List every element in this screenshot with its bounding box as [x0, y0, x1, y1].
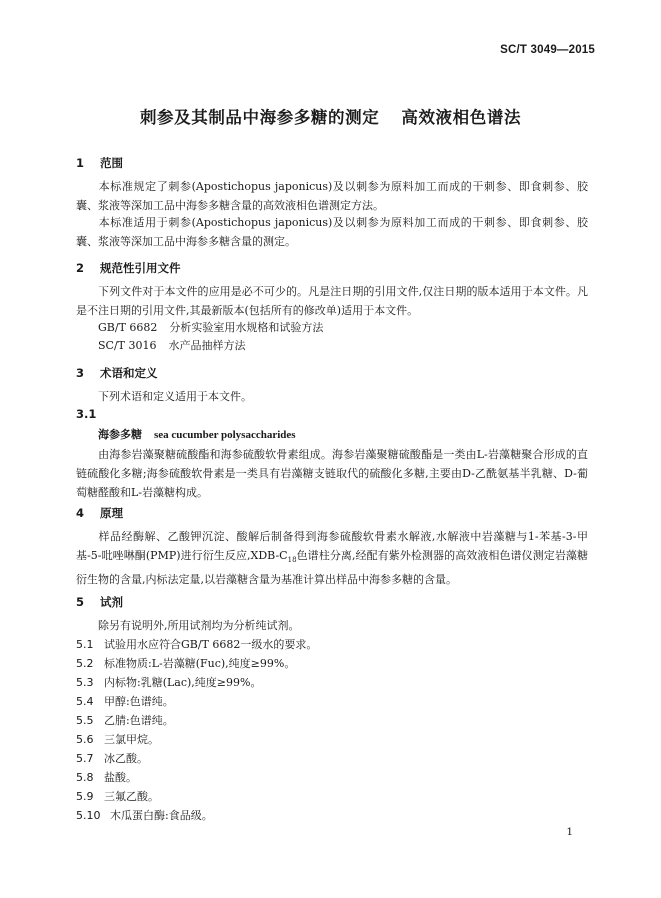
section-2-heading: 2 规范性引用文件 [76, 261, 181, 275]
reference-item: GB/T 6682 分析实验室用水规格和试验方法 [98, 321, 324, 334]
section-4-paragraph: 样品经酶解、乙酸钾沉淀、酸解后制备得到海参硫酸软骨素水解液,水解液中岩藻糖与1-苯基-3-甲基-5-吡唑啉酮(PMP)进行衍生反应$,XDB-C_{18}$色谱柱分离,经配有紫外检测器的高效液相色谱仪测定岩藻糖衍生物的含量,内标法定量,以岩藻糖含量为基准计算出样品中海参多糖的含量。 [76, 530, 588, 587]
term-definition: 由海参岩藻聚糖硫酸酯和海参硫酸软骨素组成。海参岩藻聚糖硫酸酯是一类由L-岩藻糖聚合形成的直链硫酸化多糖;海参硫酸软骨素是一类具有岩藻糖支链取代的硫酸化多糖,主要由D-乙酰氨基半乳糖、D-葡萄糖醛酸和L-岩藻糖构成。 [76, 448, 588, 499]
section-5-heading: 5 试剂 [76, 595, 123, 609]
document-title [0, 104, 661, 128]
section-3-paragraph: 下列术语和定义适用于本文件。 [98, 390, 252, 403]
reference-item: SC/T 3016 水产品抽样方法 [98, 339, 246, 352]
term-name [98, 426, 296, 442]
standard-code: SC/T 3049—2015 [500, 44, 595, 56]
section-1-paragraph-1: 本标准规定了刺参(Apostichopus japonicus)及以刺参为原料加工而成的干刺参、即食刺参、胶囊、浆液等深加工品中海参多糖含量的高效液相色谱测定方法。 [76, 180, 588, 212]
term-name-cn: 海参多糖 [98, 428, 142, 441]
section-1-paragraph-2: 本标准适用于刺参(Apostichopus japonicus)及以刺参为原料加工而成的干刺参、即食刺参、胶囊、浆液等深加工品中海参多糖含量的测定。 [76, 216, 588, 248]
title-main: 刺参及其制品中海参多糖的测定 [139, 108, 380, 127]
list-item: 5.9 三氟乙酸。 [76, 790, 159, 803]
list-item: 5.3 内标物:乳糖(Lac),纯度≥99%。 [76, 676, 262, 689]
list-item: 5.4 甲醇:色谱纯。 [76, 695, 174, 708]
term-name-en: sea cucumber polysaccharides [154, 429, 296, 441]
list-item: 5.1 试验用水应符合GB/T 6682一级水的要求。 [76, 638, 318, 651]
list-item: 5.10 木瓜蛋白酶:食品级。 [76, 809, 213, 822]
list-item: 5.6 三氯甲烷。 [76, 733, 159, 746]
section-3-heading: 3 术语和定义 [76, 366, 158, 380]
section-1-heading: 1 范围 [76, 156, 123, 170]
section-5-paragraph: 除另有说明外,所用试剂均为分析纯试剂。 [98, 619, 300, 632]
page-number: 1 [566, 826, 573, 838]
title-sub: 高效液相色谱法 [401, 108, 522, 127]
term-number: 3.1 [76, 407, 97, 421]
section-2-paragraph: 下列文件对于本文件的应用是必不可少的。凡是注日期的引用文件,仅注日期的版本适用于本文件。凡是不注日期的引用文件,其最新版本(包括所有的修改单)适用于本文件。 [76, 285, 588, 317]
list-item: 5.2 标准物质:L-岩藻糖(Fuc),纯度≥99%。 [76, 657, 296, 670]
section-4-heading: 4 原理 [76, 506, 123, 520]
list-item: 5.7 冰乙酸。 [76, 752, 148, 765]
list-item: 5.5 乙腈:色谱纯。 [76, 714, 174, 727]
list-item: 5.8 盐酸。 [76, 771, 137, 784]
